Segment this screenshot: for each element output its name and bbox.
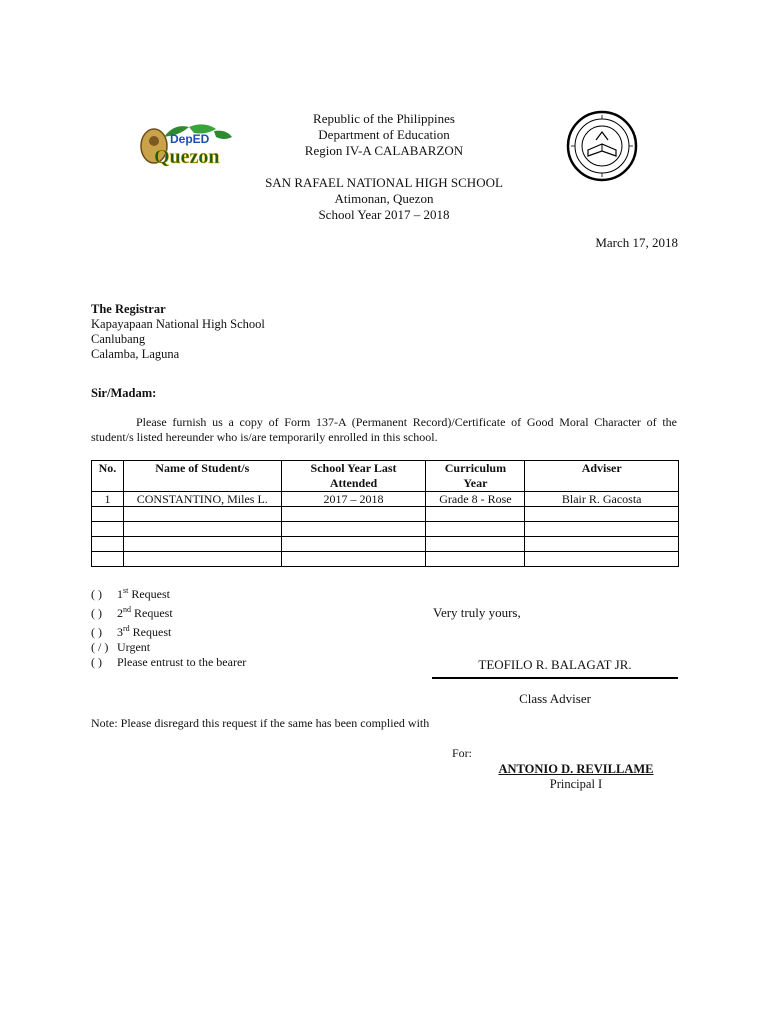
col-header-school-year: School Year Last Attended bbox=[281, 461, 426, 492]
request-option-urgent bbox=[91, 640, 246, 655]
request-number: 3 bbox=[117, 625, 123, 639]
request-ordinal: rd bbox=[123, 624, 130, 633]
cell-adviser bbox=[525, 552, 679, 567]
cell-school-year bbox=[281, 507, 426, 522]
request-option-3rd bbox=[91, 621, 246, 640]
student-records-table bbox=[91, 460, 679, 567]
cell-school-year bbox=[281, 537, 426, 552]
signer-name: TEOFILO R. BALAGAT JR. bbox=[478, 657, 632, 672]
cell-no: 1 bbox=[92, 492, 124, 507]
cell-name bbox=[123, 522, 281, 537]
cell-adviser bbox=[525, 522, 679, 537]
cell-adviser bbox=[525, 507, 679, 522]
principal-name: ANTONIO D. REVILLAME bbox=[498, 762, 654, 776]
header-republic: Republic of the Philippines bbox=[313, 111, 455, 126]
cell-name bbox=[123, 537, 281, 552]
request-ordinal: nd bbox=[123, 605, 131, 614]
recipient-title: The Registrar bbox=[91, 302, 166, 316]
request-checkbox: ( ) bbox=[91, 655, 102, 669]
cell-curriculum-year: Grade 8 - Rose bbox=[426, 492, 525, 507]
table-row bbox=[92, 507, 679, 522]
request-checklist bbox=[91, 583, 246, 670]
table-row bbox=[92, 552, 679, 567]
logo-deped-text: DepED bbox=[170, 132, 210, 146]
recipient-address-line3: Calamba, Laguna bbox=[91, 347, 180, 361]
letter-date: March 17, 2018 bbox=[595, 235, 678, 250]
cell-curriculum-year bbox=[426, 507, 525, 522]
salutation: Sir/Madam: bbox=[91, 386, 157, 400]
col-header-name: Name of Student/s bbox=[123, 461, 281, 492]
closing-text: Very truly yours, bbox=[433, 605, 521, 620]
cell-curriculum-year bbox=[426, 522, 525, 537]
request-option-2nd bbox=[91, 602, 246, 621]
cell-no bbox=[92, 537, 124, 552]
cell-adviser: Blair R. Gacosta bbox=[525, 492, 679, 507]
signer-role: Class Adviser bbox=[519, 691, 591, 706]
request-option-1st bbox=[91, 583, 246, 602]
cell-no bbox=[92, 522, 124, 537]
cell-adviser bbox=[525, 537, 679, 552]
request-option-bearer bbox=[91, 655, 246, 670]
logo-quezon-text: Quezon bbox=[154, 146, 220, 168]
request-label: Urgent bbox=[117, 640, 151, 654]
request-label: Request bbox=[132, 625, 172, 639]
recipient-address-line2: Canlubang bbox=[91, 332, 146, 346]
header-location: Atimonan, Quezon bbox=[334, 191, 434, 206]
col-header-no: No. bbox=[92, 461, 124, 492]
letter-body: Please furnish us a copy of Form 137-A (Permanent Record)/Certificate of Good Moral Character of the student/s listed hereunder who is/are temporarily enrolled in this school. bbox=[91, 415, 677, 444]
principal-block bbox=[476, 762, 676, 792]
cell-no bbox=[92, 507, 124, 522]
recipient-school: Kapayapaan National High School bbox=[91, 317, 265, 331]
request-checkbox-checked: ( / ) bbox=[91, 640, 109, 654]
cell-curriculum-year bbox=[426, 537, 525, 552]
table-row bbox=[92, 522, 679, 537]
signature-line bbox=[432, 677, 678, 679]
cell-school-year bbox=[281, 552, 426, 567]
cell-name bbox=[123, 507, 281, 522]
table-row bbox=[92, 537, 679, 552]
cell-school-year bbox=[281, 522, 426, 537]
cell-name: CONSTANTINO, Miles L. bbox=[123, 492, 281, 507]
request-label: Please entrust to the bearer bbox=[117, 655, 247, 669]
header-department: Department of Education bbox=[318, 127, 450, 142]
request-checkbox: ( ) bbox=[91, 587, 102, 601]
request-label: Request bbox=[134, 606, 173, 620]
cell-name bbox=[123, 552, 281, 567]
header-school-year: School Year 2017 – 2018 bbox=[318, 207, 450, 222]
note-text: Note: Please disregard this request if the same has been complied with bbox=[91, 716, 430, 730]
request-checkbox: ( ) bbox=[91, 625, 102, 639]
table-row bbox=[92, 492, 679, 507]
cell-school-year: 2017 – 2018 bbox=[281, 492, 426, 507]
request-ordinal: st bbox=[123, 586, 129, 595]
col-header-adviser: Adviser bbox=[525, 461, 679, 492]
principal-title: Principal I bbox=[549, 777, 603, 791]
cell-no bbox=[92, 552, 124, 567]
for-label: For: bbox=[452, 746, 473, 760]
cell-curriculum-year bbox=[426, 552, 525, 567]
header-region: Region IV-A CALABARZON bbox=[304, 143, 464, 158]
request-number: 2 bbox=[117, 606, 123, 620]
request-number: 1 bbox=[117, 587, 123, 601]
request-label: Request bbox=[131, 587, 171, 601]
header-school-name: SAN RAFAEL NATIONAL HIGH SCHOOL bbox=[265, 175, 503, 190]
col-header-curriculum-year: Curriculum Year bbox=[426, 461, 525, 492]
request-checkbox: ( ) bbox=[91, 606, 102, 620]
table-header-row bbox=[92, 461, 679, 492]
